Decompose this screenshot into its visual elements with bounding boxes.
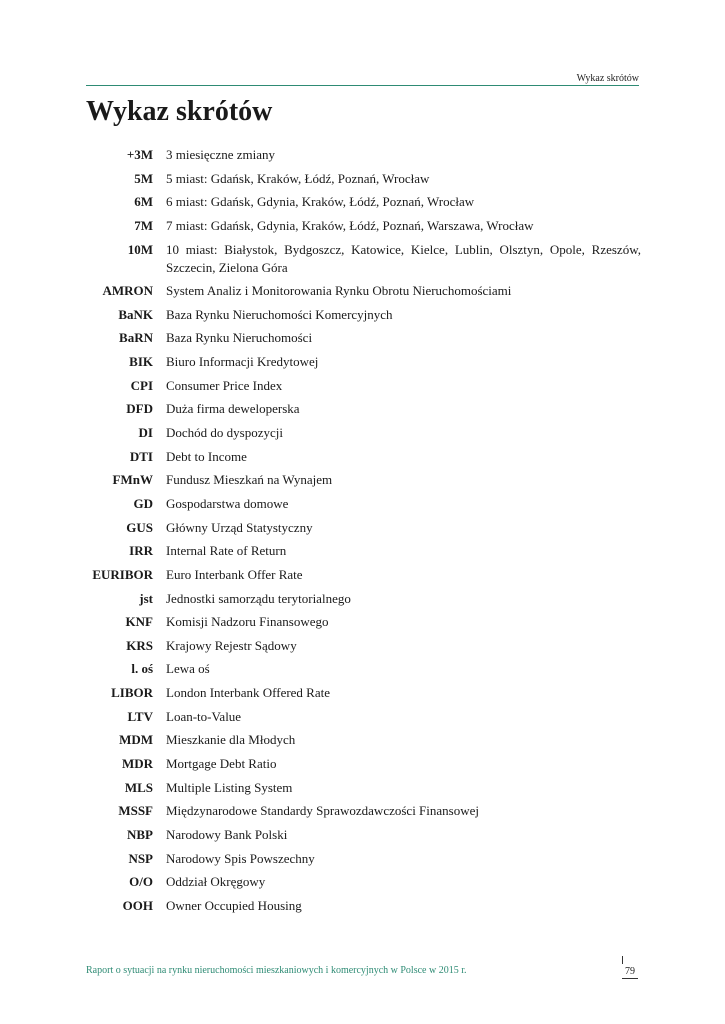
abbreviation-row [86, 170, 641, 188]
abbreviation-definition: Narodowy Spis Powszechny [166, 850, 315, 866]
abbreviation-row [86, 826, 641, 844]
abbreviation-definition: Duża firma deweloperska [166, 401, 300, 417]
abbreviation-row [86, 282, 641, 300]
abbreviation-definition: Oddział Okręgowy [166, 874, 266, 890]
abbreviation-term: GUS [126, 519, 153, 535]
abbreviation-definition: Gospodarstwa domowe [166, 495, 289, 511]
abbreviation-term: GD [133, 495, 153, 511]
abbreviation-term: 10M [127, 241, 153, 257]
abbreviation-row [86, 802, 641, 820]
abbreviation-row [86, 217, 641, 235]
abbreviation-term: EURIBOR [92, 566, 153, 582]
abbreviation-term: KNF [125, 614, 153, 630]
footer-text: Raport o sytuacji na rynku nieruchomości mieszkaniowych i komercyjnych w Polsce w 2015 r. [86, 965, 467, 976]
abbreviation-row [86, 353, 641, 371]
abbreviation-definition: System Analiz i Monitorowania Rynku Obrotu Nieruchomościami [166, 283, 512, 299]
abbreviation-row [86, 306, 641, 324]
abbreviation-row [86, 400, 641, 418]
abbreviation-row [86, 873, 641, 891]
abbreviation-term: DTI [129, 448, 153, 464]
abbreviation-definition: London Interbank Offered Rate [166, 685, 331, 701]
abbreviation-definition: Euro Interbank Offer Rate [166, 566, 303, 582]
abbreviation-row [86, 146, 641, 164]
abbreviation-list [86, 146, 641, 921]
running-header: Wykaz skrótów [576, 73, 639, 84]
abbreviation-row [86, 193, 641, 211]
abbreviation-term: KRS [126, 637, 153, 653]
abbreviation-term: OOH [122, 897, 153, 913]
abbreviation-definition: Główny Urząd Statystyczny [166, 519, 313, 535]
abbreviation-definition: 3 miesięczne zmiany [166, 147, 276, 162]
abbreviation-term: IRR [129, 543, 153, 559]
abbreviation-term: l. oś [131, 661, 153, 677]
abbreviation-definition: Multiple Listing System [166, 779, 293, 795]
abbreviation-term: BaNK [118, 306, 153, 322]
header-rule [86, 85, 639, 86]
abbreviation-definition: Baza Rynku Nieruchomości Komercyjnych [166, 306, 393, 322]
abbreviation-definition: Narodowy Bank Polski [166, 826, 288, 842]
abbreviation-row [86, 495, 641, 513]
abbreviation-definition: Consumer Price Index [166, 377, 283, 393]
abbreviation-row [86, 637, 641, 655]
abbreviation-row [86, 897, 641, 915]
abbreviation-definition: Baza Rynku Nieruchomości [166, 330, 313, 346]
abbreviation-row [86, 329, 641, 347]
abbreviation-row [86, 448, 641, 466]
abbreviation-term: +3M [126, 147, 153, 162]
abbreviation-definition: Loan-to-Value [166, 708, 242, 724]
abbreviation-definition: Komisji Nadzoru Finansowego [166, 614, 329, 630]
page-number-frame [622, 956, 639, 964]
abbreviation-row [86, 708, 641, 726]
abbreviation-definition: 6 miast: Gdańsk, Gdynia, Kraków, Łódź, Poznań, Wrocław [166, 194, 475, 210]
abbreviation-definition: 7 miast: Gdańsk, Gdynia, Kraków, Łódź, Poznań, Warszawa, Wrocław [166, 217, 534, 233]
abbreviation-term: LIBOR [111, 685, 153, 701]
abbreviation-term: MSSF [118, 803, 153, 819]
abbreviation-row [86, 519, 641, 537]
abbreviation-term: FMnW [112, 472, 153, 488]
abbreviation-definition: Mieszkanie dla Młodych [166, 732, 296, 748]
page-number: 79 [622, 966, 638, 979]
abbreviation-term: DFD [126, 401, 153, 417]
abbreviation-term: 5M [134, 170, 153, 186]
abbreviation-term: MLS [124, 779, 153, 795]
abbreviation-definition: Międzynarodowe Standardy Sprawozdawczości Finansowej [166, 803, 479, 819]
abbreviation-term: NBP [127, 826, 153, 842]
abbreviation-definition: Krajowy Rejestr Sądowy [166, 637, 297, 653]
abbreviation-term: BaRN [119, 330, 153, 346]
abbreviation-term: 6M [134, 194, 153, 210]
abbreviation-row [86, 241, 641, 277]
abbreviation-term: LTV [127, 708, 153, 724]
abbreviation-row [86, 850, 641, 868]
abbreviation-row [86, 755, 641, 773]
abbreviation-term: O/O [129, 874, 153, 890]
abbreviation-row [86, 684, 641, 702]
abbreviation-definition: 10 miast: Białystok, Bydgoszcz, Katowice, Kielce, Lublin, Olsztyn, Opole, Rzeszów, Szczecin, Zielona Góra [166, 241, 641, 275]
abbreviation-definition: Owner Occupied Housing [166, 897, 302, 913]
abbreviation-row [86, 424, 641, 442]
page-title: Wykaz skrótów [86, 96, 273, 127]
abbreviation-term: NSP [128, 850, 153, 866]
abbreviation-term: 7M [134, 217, 153, 233]
abbreviation-row [86, 377, 641, 395]
abbreviation-row [86, 471, 641, 489]
abbreviation-definition: Biuro Informacji Kredytowej [166, 354, 319, 370]
abbreviation-term: MDR [121, 756, 153, 772]
abbreviation-definition: Jednostki samorządu terytorialnego [166, 590, 351, 606]
abbreviation-row [86, 542, 641, 560]
abbreviation-row [86, 779, 641, 797]
abbreviation-definition: Dochód do dyspozycji [166, 425, 283, 441]
abbreviation-definition: Internal Rate of Return [166, 543, 287, 559]
abbreviation-row [86, 731, 641, 749]
abbreviation-row [86, 613, 641, 631]
abbreviation-row [86, 566, 641, 584]
abbreviation-term: DI [138, 425, 153, 441]
abbreviation-term: MDM [119, 732, 153, 748]
abbreviation-row [86, 660, 641, 678]
abbreviation-term: jst [139, 590, 153, 606]
abbreviation-row [86, 590, 641, 608]
abbreviation-definition: Lewa oś [166, 661, 210, 677]
abbreviation-definition: Fundusz Mieszkań na Wynajem [166, 472, 333, 488]
abbreviation-definition: Mortgage Debt Ratio [166, 756, 277, 772]
abbreviation-term: BIK [129, 354, 153, 370]
abbreviation-definition: Debt to Income [166, 448, 247, 464]
abbreviation-term: CPI [130, 377, 153, 393]
abbreviation-definition: 5 miast: Gdańsk, Kraków, Łódź, Poznań, Wrocław [166, 170, 430, 186]
abbreviation-term: AMRON [102, 283, 153, 299]
